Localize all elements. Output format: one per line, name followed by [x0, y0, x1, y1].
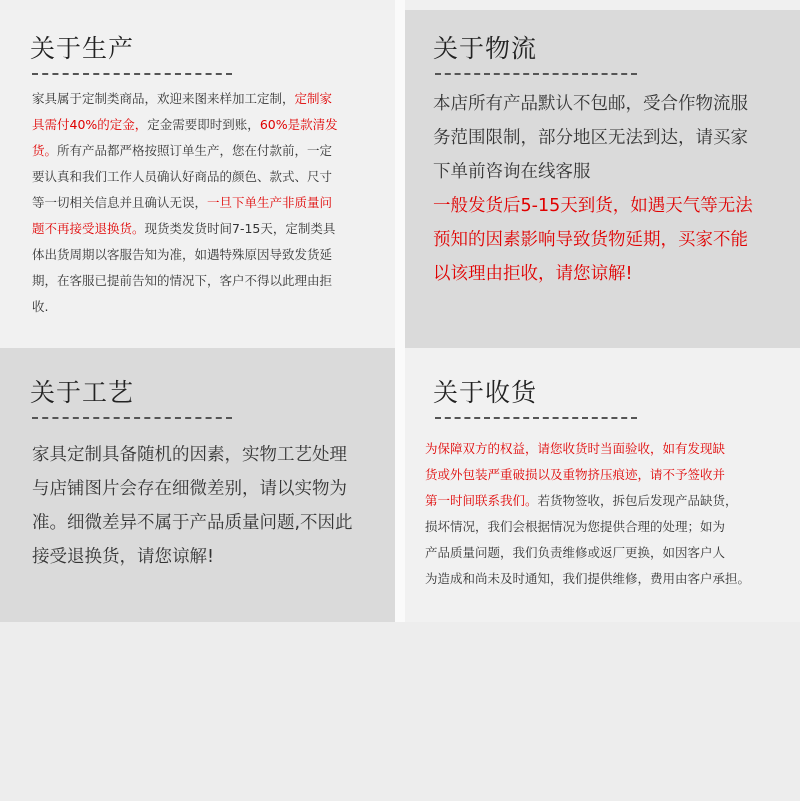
highlight-text: 第一时间联系我们。 [425, 493, 538, 508]
highlight-text: 60%是款清发 [259, 117, 338, 132]
highlight-text: 一旦下单生产非质量问 [207, 195, 333, 210]
body-text: 本店所有产品默认不包邮，受合作物流服 [433, 94, 748, 114]
receiving-line [425, 488, 750, 514]
receiving-divider [435, 417, 637, 419]
logistics-text [433, 87, 753, 291]
logistics-panel [405, 10, 800, 348]
receiving-line [425, 540, 750, 566]
logistics-line [433, 223, 753, 257]
body-text: 体出货周期以客服告知为准，如遇特殊原因导致发货延 [32, 247, 333, 262]
highlight-text: 为保障双方的权益，请您收货时当面验收，如有发现缺 [425, 441, 726, 456]
top-strip [0, 0, 800, 10]
body-text: 期，在客服已提前告知的情况下，客户不得以此理由拒 [32, 273, 333, 288]
craft-line [32, 438, 353, 472]
logistics-line [433, 121, 753, 155]
logistics-line [433, 155, 753, 189]
body-text: 要认真和我们工作人员确认好商品的颜色、款式、尺寸 [32, 169, 333, 184]
craft-line [32, 540, 353, 574]
production-divider [32, 73, 232, 75]
receiving-panel [405, 348, 800, 622]
body-text: 收. [32, 299, 49, 314]
highlight-text: 以该理由拒收，请您谅解! [433, 264, 633, 284]
receiving-line [425, 436, 750, 462]
body-text: 产品质量问题，我们负责维修或返厂更换，如因客户人 [425, 545, 726, 560]
production-panel [0, 10, 395, 348]
column-gap [395, 10, 405, 622]
receiving-text [425, 436, 750, 592]
body-text: 务范围限制，部分地区无法到达，请买家 [433, 128, 748, 148]
production-title: 关于生产 [30, 34, 135, 63]
craft-divider [32, 417, 232, 419]
body-text: 准。细微差异不属于产品质量问题,不因此 [32, 513, 353, 533]
production-line [32, 242, 338, 268]
production-line [32, 86, 338, 112]
craft-panel [0, 348, 395, 622]
body-text: 等一切相关信息并且确认无误， [32, 195, 208, 210]
receiving-line [425, 566, 750, 592]
production-line [32, 268, 338, 294]
body-text: 所有产品都严格按照订单生产，您在付款前，一定 [57, 143, 333, 158]
body-text: 定金需要即时到账， [147, 117, 260, 132]
body-text: 若货物签收，拆包后发现产品缺货， [537, 493, 738, 508]
body-text: 家具定制具备随机的因素，实物工艺处理 [32, 445, 347, 465]
body-text: 接受退换货，请您谅解! [32, 547, 215, 567]
highlight-text: 预知的因素影响导致货物延期，买家不能 [433, 230, 748, 250]
production-line [32, 190, 338, 216]
logistics-line [433, 189, 753, 223]
production-line [32, 164, 338, 190]
highlight-text: 一般发货后5-15天到货，如遇天气等无法 [433, 196, 753, 216]
receiving-line [425, 514, 750, 540]
body-text: 现货类发货时间7-15天，定制类具 [144, 221, 336, 236]
body-text: 为造成和尚未及时通知，我们提供维修，费用由客户承担。 [425, 571, 751, 586]
production-line [32, 138, 338, 164]
highlight-text: 具需付40%的定金， [32, 117, 148, 132]
craft-line [32, 506, 353, 540]
highlight-text: 定制家 [294, 91, 333, 106]
production-line [32, 216, 338, 242]
production-text [32, 86, 338, 320]
craft-title: 关于工艺 [30, 378, 135, 407]
receiving-line [425, 462, 750, 488]
craft-line [32, 472, 353, 506]
highlight-text: 货或外包装严重破损以及重物挤压痕迹，请不予签收并 [425, 467, 726, 482]
body-text: 下单前咨询在线客服 [433, 162, 591, 182]
receiving-title: 关于收货 [433, 378, 538, 407]
bottom-blank-area [0, 622, 800, 801]
logistics-divider [435, 73, 637, 75]
production-line [32, 112, 338, 138]
logistics-title: 关于物流 [433, 34, 538, 63]
body-text: 与店铺图片会存在细微差别，请以实物为 [32, 479, 347, 499]
body-text: 损坏情况，我们会根据情况为您提供合理的处理；如为 [425, 519, 726, 534]
logistics-line [433, 87, 753, 121]
body-text: 家具属于定制类商品，欢迎来图来样加工定制， [32, 91, 295, 106]
craft-text [32, 438, 353, 574]
logistics-line [433, 257, 753, 291]
top-gap [395, 0, 405, 10]
highlight-text: 题不再接受退换货。 [32, 221, 145, 236]
highlight-text: 货。 [32, 143, 58, 158]
production-line [32, 294, 338, 320]
